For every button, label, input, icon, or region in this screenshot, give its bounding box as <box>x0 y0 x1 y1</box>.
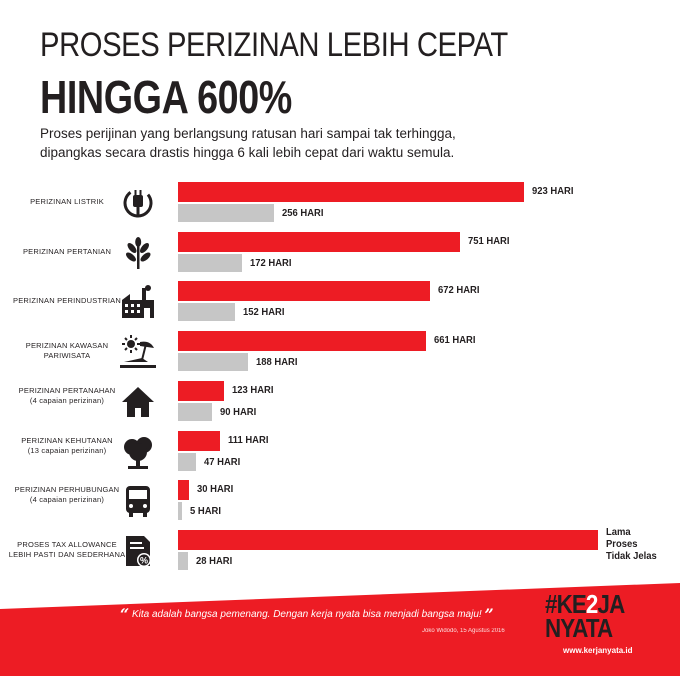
bar-before <box>178 431 220 451</box>
tax-document-icon <box>120 533 156 569</box>
value-label-before: 123 HARI <box>232 384 274 396</box>
category-name: PROSES TAX ALLOWANCE LEBIH PASTI DAN SEDERHANA <box>8 540 126 559</box>
category-label <box>8 436 126 456</box>
chart-row <box>0 232 680 282</box>
value-label-after: 90 HARI <box>220 406 257 418</box>
house-icon <box>120 384 156 420</box>
bar-before <box>178 182 524 202</box>
logo-line-1: #KE2JA <box>545 589 625 619</box>
category-label <box>8 296 126 306</box>
bus-icon <box>120 483 156 519</box>
bar-after <box>178 453 196 471</box>
chart-row <box>0 480 680 530</box>
category-name: PERIZINAN PERTANIAN <box>22 247 112 256</box>
value-label-after: 172 HARI <box>250 257 292 269</box>
value-label-before: 672 HARI <box>438 284 480 296</box>
bar-before <box>178 381 224 401</box>
chart-row <box>0 431 680 481</box>
value-label-before: 111 HARI <box>228 434 269 446</box>
category-label <box>8 386 126 406</box>
value-label-after: 188 HARI <box>256 356 298 368</box>
svg-text:%: % <box>139 555 149 566</box>
subtitle-line-2: dipangkas secara drastis hingga 6 kali lebih cepat dari waktu semula. <box>40 145 455 160</box>
category-note: (4 capaian perizinan) <box>29 495 105 504</box>
bar-after <box>178 552 188 570</box>
bar-before <box>178 281 430 301</box>
value-label-after: 256 HARI <box>282 207 324 219</box>
tree-icon <box>120 434 156 470</box>
beach-icon <box>120 334 156 370</box>
bar-after <box>178 353 248 371</box>
chart-row <box>0 381 680 431</box>
category-note: (13 capaian perizinan) <box>27 446 107 455</box>
value-label-after: 28 HARI <box>196 555 233 567</box>
logo-number: 2 <box>585 589 598 619</box>
kerja-nyata-logo <box>545 589 665 643</box>
category-name: PERIZINAN PERINDUSTRIAN <box>13 296 121 305</box>
chart-row <box>0 331 680 381</box>
category-name: PERIZINAN PERTANAHAN <box>18 386 116 395</box>
quote-open-icon: “ <box>120 605 130 624</box>
category-note: (4 capaian perizinan) <box>29 396 105 405</box>
value-label-after: 5 HARI <box>190 505 221 517</box>
power-plug-icon <box>120 185 156 221</box>
plant-icon <box>120 235 156 271</box>
value-label-before: 923 HARI <box>532 185 574 197</box>
value-label-after: 152 HARI <box>243 306 285 318</box>
website-link[interactable]: www.kerjanyata.id <box>563 646 633 655</box>
bar-after <box>178 303 235 321</box>
bar-before <box>178 480 189 500</box>
subtitle-line-1: Proses perijinan yang berlangsung ratusan hari sampai tak terhingga, <box>40 126 456 141</box>
category-label <box>8 540 126 560</box>
chart-row <box>0 281 680 331</box>
bar-after <box>178 403 212 421</box>
title-line-1: PROSES PERIZINAN LEBIH CEPAT <box>40 26 508 64</box>
bar-before <box>178 232 460 252</box>
category-label <box>8 247 126 257</box>
bar-after <box>178 254 242 272</box>
category-name: PERIZINAN KEHUTANAN <box>21 436 113 445</box>
value-label-before: 661 HARI <box>434 334 476 346</box>
quote <box>120 605 520 624</box>
value-label-before: 751 HARI <box>468 235 510 247</box>
value-label-before: Lama Proses Tidak Jelas <box>606 526 657 562</box>
category-name: PERIZINAN KAWASAN PARIWISATA <box>25 341 109 360</box>
bar-before <box>178 530 598 550</box>
category-name: PERIZINAN PERHUBUNGAN <box>14 485 120 494</box>
chart-row <box>0 182 680 232</box>
value-label-after: 47 HARI <box>204 456 241 468</box>
chart-row <box>0 526 680 580</box>
category-name: PERIZINAN LISTRIK <box>30 197 104 206</box>
quote-author: Joko Widodo, 15 Agustus 2016 <box>422 628 505 634</box>
quote-text: Kita adalah bangsa pemenang. Dengan kerja nyata bisa menjadi bangsa maju! <box>131 609 482 620</box>
subtitle <box>40 124 640 162</box>
factory-icon <box>120 284 156 320</box>
category-label <box>8 485 126 505</box>
quote-close-icon: ” <box>484 605 494 624</box>
bar-after <box>178 204 274 222</box>
logo-line-2: NYATA <box>545 613 613 643</box>
bar-after <box>178 502 182 520</box>
bar-before <box>178 331 426 351</box>
value-label-before: 30 HARI <box>197 483 234 495</box>
title-line-2: HINGGA 600% <box>40 71 292 123</box>
category-label <box>8 197 126 207</box>
category-label <box>8 341 126 361</box>
